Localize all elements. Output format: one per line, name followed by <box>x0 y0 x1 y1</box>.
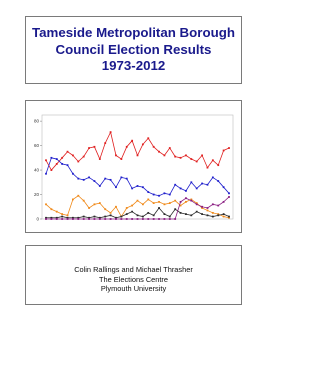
data-point <box>50 169 52 171</box>
data-point <box>120 218 122 220</box>
y-tick-label: 20 <box>33 192 39 198</box>
y-tick-label: 60 <box>33 143 39 149</box>
data-point <box>56 218 58 220</box>
data-point <box>217 214 219 216</box>
data-point <box>169 202 171 204</box>
data-point <box>190 181 192 183</box>
data-point <box>67 218 69 220</box>
data-point <box>217 205 219 207</box>
data-point <box>174 208 176 210</box>
data-point <box>180 201 182 203</box>
data-point <box>104 178 106 180</box>
data-point <box>174 218 176 220</box>
data-point <box>147 137 149 139</box>
data-point <box>142 186 144 188</box>
data-point <box>104 218 106 220</box>
data-point <box>207 184 209 186</box>
data-point <box>196 161 198 163</box>
data-point <box>67 164 69 166</box>
data-point <box>61 163 63 165</box>
data-point <box>50 218 52 220</box>
data-point <box>228 147 230 149</box>
data-point <box>99 218 101 220</box>
y-tick-label: 40 <box>33 167 39 173</box>
title-line-1: Tameside Metropolitan Borough <box>32 25 235 40</box>
data-point <box>83 218 85 220</box>
data-point <box>147 212 149 214</box>
data-point <box>153 194 155 196</box>
data-point <box>185 154 187 156</box>
data-point <box>120 177 122 179</box>
data-point <box>158 218 160 220</box>
data-point <box>207 210 209 212</box>
data-point <box>207 207 209 209</box>
data-point <box>50 157 52 159</box>
credit-centre: The Elections Centre <box>98 274 168 284</box>
data-point <box>142 218 144 220</box>
data-point <box>56 158 58 160</box>
data-point <box>77 218 79 220</box>
data-point <box>201 206 203 208</box>
data-point <box>201 213 203 215</box>
data-point <box>83 156 85 158</box>
data-point <box>137 214 139 216</box>
data-point <box>131 188 133 190</box>
data-point <box>153 218 155 220</box>
data-point <box>72 218 74 220</box>
data-point <box>164 213 166 215</box>
data-point <box>164 218 166 220</box>
data-point <box>77 178 79 180</box>
data-point <box>120 216 122 218</box>
data-point <box>174 184 176 186</box>
data-point <box>180 188 182 190</box>
data-point <box>212 177 214 179</box>
data-point <box>207 167 209 169</box>
data-point <box>142 216 144 218</box>
data-point <box>212 216 214 218</box>
data-point <box>126 218 128 220</box>
line-chart <box>26 101 241 232</box>
data-point <box>212 159 214 161</box>
data-point <box>61 213 63 215</box>
data-point <box>185 190 187 192</box>
data-point <box>185 213 187 215</box>
data-point <box>67 214 69 216</box>
data-point <box>147 199 149 201</box>
data-point <box>164 192 166 194</box>
data-point <box>153 146 155 148</box>
data-point <box>158 195 160 197</box>
data-point <box>207 214 209 216</box>
data-point <box>153 202 155 204</box>
data-point <box>45 203 47 205</box>
data-point <box>94 216 96 218</box>
data-point <box>83 200 85 202</box>
data-point <box>77 161 79 163</box>
data-point <box>88 218 90 220</box>
data-point <box>56 211 58 213</box>
data-point <box>83 216 85 218</box>
title-line-3: 1973-2012 <box>101 58 166 73</box>
data-point <box>99 158 101 160</box>
y-tick-label: 80 <box>33 118 39 124</box>
data-point <box>223 150 225 152</box>
data-point <box>94 180 96 182</box>
data-point <box>115 218 117 220</box>
data-point <box>131 140 133 142</box>
data-point <box>212 212 214 214</box>
data-point <box>61 218 63 220</box>
data-point <box>115 206 117 208</box>
data-point <box>45 218 47 220</box>
data-point <box>185 201 187 203</box>
title-line-2: Council Election Results <box>55 41 212 57</box>
data-point <box>45 173 47 175</box>
data-point <box>158 151 160 153</box>
data-point <box>169 147 171 149</box>
data-point <box>72 173 74 175</box>
data-point <box>126 213 128 215</box>
data-point <box>104 142 106 144</box>
y-tick-label: 0 <box>36 216 39 222</box>
data-point <box>223 201 225 203</box>
data-point <box>67 151 69 153</box>
data-point <box>228 196 230 198</box>
data-point <box>217 164 219 166</box>
data-point <box>115 154 117 156</box>
data-point <box>126 146 128 148</box>
data-point <box>174 200 176 202</box>
data-point <box>212 203 214 205</box>
data-point <box>190 158 192 160</box>
data-point <box>228 216 230 218</box>
data-point <box>196 211 198 213</box>
data-point <box>94 146 96 148</box>
data-point <box>45 159 47 161</box>
data-point <box>223 186 225 188</box>
data-point <box>180 212 182 214</box>
data-point <box>131 211 133 213</box>
data-point <box>61 157 63 159</box>
data-point <box>50 208 52 210</box>
data-point <box>164 203 166 205</box>
data-point <box>88 207 90 209</box>
data-point <box>120 158 122 160</box>
data-point <box>110 131 112 133</box>
data-point <box>83 179 85 181</box>
data-point <box>228 192 230 194</box>
data-point <box>223 216 225 218</box>
data-point <box>94 203 96 205</box>
data-point <box>131 218 133 220</box>
data-point <box>115 186 117 188</box>
data-point <box>126 178 128 180</box>
data-point <box>169 216 171 218</box>
data-point <box>158 201 160 203</box>
data-point <box>169 218 171 220</box>
data-point <box>196 188 198 190</box>
data-point <box>137 154 139 156</box>
plot-area <box>42 115 233 219</box>
data-point <box>126 207 128 209</box>
data-point <box>223 213 225 215</box>
data-point <box>72 199 74 201</box>
data-point <box>137 218 139 220</box>
data-point <box>142 143 144 145</box>
data-point <box>72 154 74 156</box>
data-point <box>201 183 203 185</box>
data-point <box>104 208 106 210</box>
credit-authors: Colin Rallings and Michael Thrasher <box>74 265 193 274</box>
data-point <box>131 205 133 207</box>
data-point <box>180 157 182 159</box>
data-point <box>110 218 112 220</box>
data-point <box>196 203 198 205</box>
data-point <box>88 147 90 149</box>
data-point <box>201 154 203 156</box>
data-point <box>110 212 112 214</box>
data-point <box>169 194 171 196</box>
data-point <box>147 218 149 220</box>
data-point <box>153 214 155 216</box>
data-point <box>190 200 192 202</box>
data-point <box>158 207 160 209</box>
data-point <box>190 214 192 216</box>
data-point <box>137 200 139 202</box>
credit-university: Plymouth University <box>100 284 167 293</box>
data-point <box>104 216 106 218</box>
data-point <box>110 214 112 216</box>
data-point <box>61 216 63 218</box>
data-point <box>56 163 58 165</box>
data-point <box>147 191 149 193</box>
report-title <box>25 16 242 84</box>
data-point <box>164 154 166 156</box>
data-point <box>99 185 101 187</box>
credits <box>25 245 242 305</box>
data-point <box>217 180 219 182</box>
data-point <box>77 195 79 197</box>
data-point <box>185 197 187 199</box>
data-point <box>99 202 101 204</box>
election-results-chart <box>25 100 242 233</box>
data-point <box>142 203 144 205</box>
data-point <box>137 185 139 187</box>
data-point <box>88 177 90 179</box>
data-point <box>94 218 96 220</box>
data-point <box>110 179 112 181</box>
data-point <box>174 156 176 158</box>
